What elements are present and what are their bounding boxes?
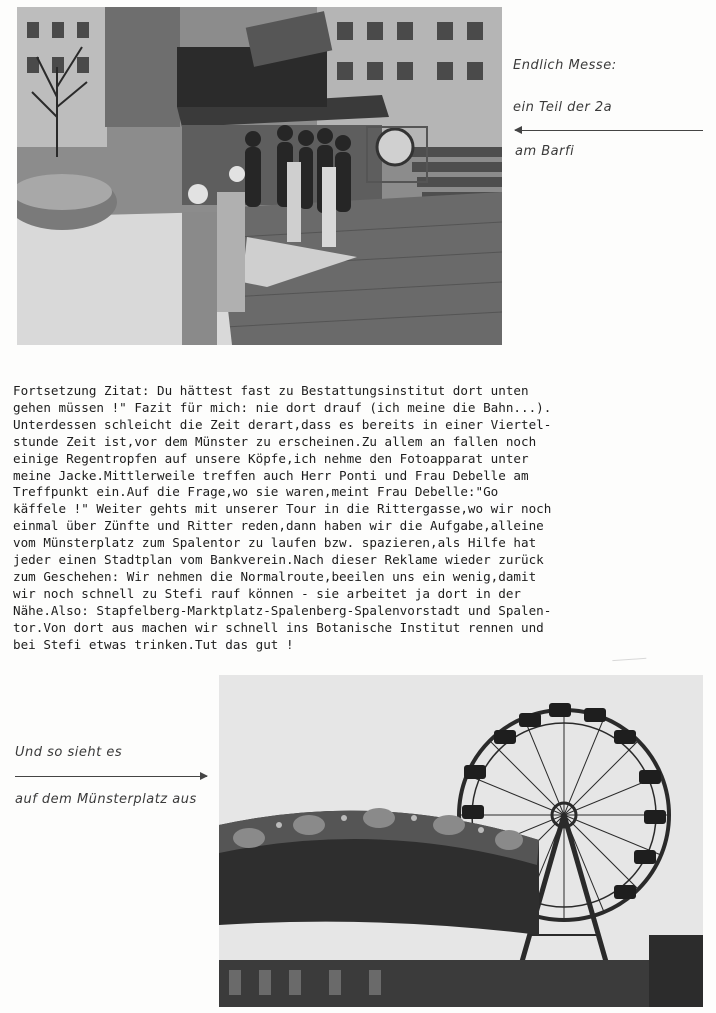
typed-line: tor.Von dort aus machen wir schnell ins Botanische Institut rennen und — [13, 619, 544, 635]
muensterplatz-photo — [219, 675, 703, 1007]
caption-teil-der-2a: ein Teil der 2a — [513, 100, 613, 115]
pencil-mark — [612, 648, 647, 661]
typed-line: bei Stefi etwas trinken.Tut das gut ! — [13, 636, 294, 652]
typed-line: einmal über Zünfte und Ritter reden,dann haben wir die Aufgabe,alleine — [13, 518, 544, 534]
fairground-photo — [17, 7, 502, 345]
typed-body-text — [13, 383, 705, 654]
typed-line: wir noch schnell zu Stefi rauf können - sie arbeitet ja dort in der — [13, 585, 521, 601]
typed-line: gehen müssen !" Fazit für mich: nie dort drauf (ich meine die Bahn...). — [13, 399, 552, 415]
typed-line: einige Regentropfen auf unsere Köpfe,ich nehme den Fotoapparat unter — [13, 450, 529, 466]
caption-am-barfi: am Barfi — [515, 144, 575, 159]
typed-line: stunde Zeit ist,vor dem Münster zu erscheinen.Zu allem an fallen noch — [13, 433, 537, 449]
typed-line: Nähe.Also: Stapfelberg-Marktplatz-Spalenberg-Spalenvorstadt und Spalen- — [13, 602, 552, 618]
typed-line: meine Jacke.Mittlerweile treffen auch Herr Ponti und Frau Debelle am — [13, 467, 529, 483]
caption-muensterplatz: auf dem Münsterplatz aus — [15, 792, 197, 807]
right-arrow-icon — [15, 776, 207, 777]
caption-und-so-sieht-es: Und so sieht es — [15, 745, 123, 760]
typed-line: käffele !" Weiter gehts mit unserer Tour in die Rittergasse,wo wir noch — [13, 501, 552, 517]
typed-line: jeder einen Stadtplan vom Bankverein.Nach dieser Reklame wieder zurück — [13, 552, 544, 568]
typed-line: Fortsetzung Zitat: Du hättest fast zu Bestattungsinstitut dort unten — [13, 383, 529, 398]
typed-line: zum Geschehen: Wir nehmen die Normalroute,beeilen uns ein wenig,damit — [13, 568, 537, 584]
left-arrow-icon — [515, 130, 703, 131]
caption-endlich-messe: Endlich Messe: — [513, 58, 617, 73]
typed-line: vom Münsterplatz zum Spalentor zu laufen bzw. spazieren,als Hilfe hat — [13, 535, 537, 551]
typed-line: Treffpunkt ein.Auf die Frage,wo sie waren,meint Frau Debelle:"Go — [13, 484, 499, 500]
typed-line: Unterdessen schleicht die Zeit derart,dass es bereits in einer Viertel- — [13, 416, 552, 432]
